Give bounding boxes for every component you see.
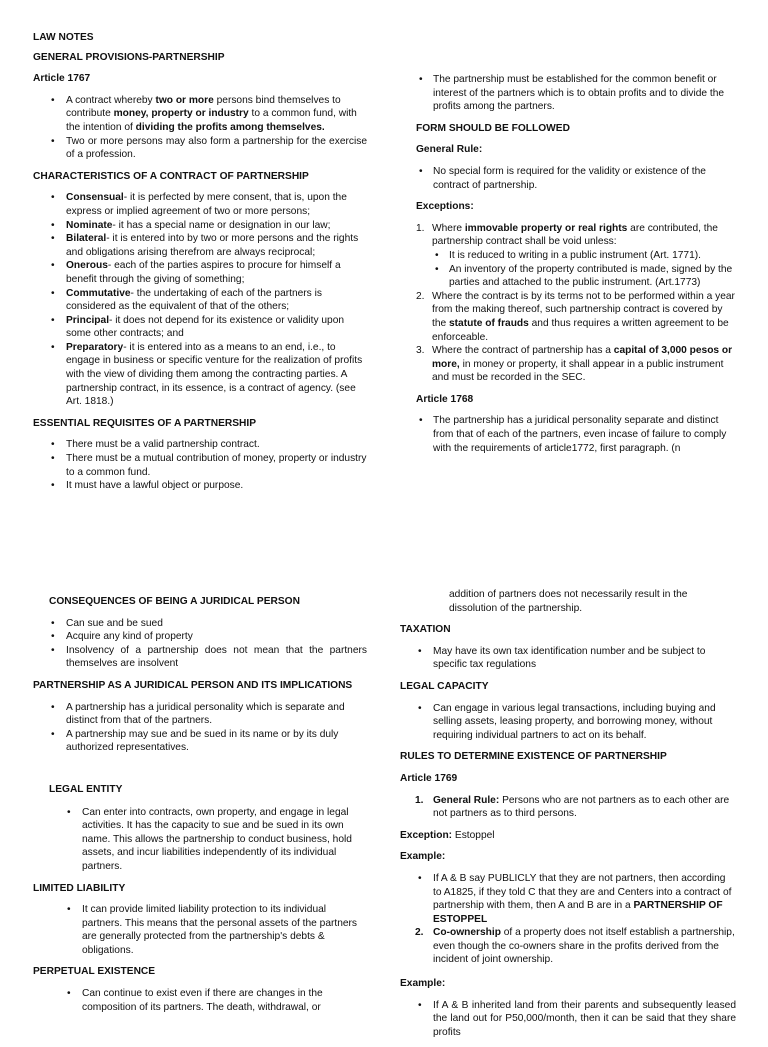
- section-heading-taxation: TAXATION: [400, 624, 451, 636]
- essentials-list: [33, 438, 367, 492]
- list-item: • There must be a mutual contribution of money, property or industry to a common fund.: [33, 452, 367, 479]
- legal-capacity-list: [400, 702, 736, 743]
- section-heading-implications: PARTNERSHIP AS A JURIDICAL PERSON AND ITS IMPLICATIONS: [33, 679, 353, 691]
- list-item: 2. Where the contract is by its terms not to be performed within a year from the making thereof, such partnership contract is covered by the statute of frauds and thus requires a written agreement to be enforceable.: [416, 290, 735, 343]
- column-bottom-left: [33, 595, 367, 1022]
- list-item: • A contract whereby two or more persons bind themselves to contribute money, property or industry to a common fund, with the intention of dividing the profits among themselves.: [33, 94, 367, 135]
- exceptions-label: Exceptions:: [416, 201, 474, 213]
- section-heading-form: FORM SHOULD BE FOLLOWED: [416, 122, 570, 134]
- perpetual-existence-list: [33, 987, 367, 1014]
- section-heading-consequences: CONSEQUENCES OF BEING A JURIDICAL PERSON: [49, 596, 300, 607]
- characteristics-list: [33, 191, 367, 409]
- list-item: • An inventory of the property contributed is made, signed by the parties and attached to the public instrument. (Art.1773): [432, 263, 736, 290]
- list-item: • Acquire any kind of property: [33, 630, 367, 644]
- list-item: • If A & B inherited land from their parents and subsequently leased the land out for P50,000/month, then it can be said that they share profits: [400, 999, 736, 1040]
- section-heading-general-provisions: GENERAL PROVISIONS-PARTNERSHIP: [33, 51, 225, 63]
- list-item: • Can sue and be sued: [33, 617, 367, 631]
- list-item: • Insolvency of a partnership does not mean that the partners themselves are insolvent: [33, 644, 367, 671]
- section-heading-characteristics: CHARACTERISTICS OF A CONTRACT OF PARTNERSHIP: [33, 170, 309, 182]
- continuation-text: addition of partners does not necessarily result in the dissolution of the partnership.: [449, 589, 688, 614]
- article-1767-heading: Article 1767: [33, 73, 91, 85]
- list-item: • It must have a lawful object or purpose.: [33, 479, 367, 493]
- list-item: • It can provide limited liability protection to its individual partners. This means that the personal assets of the partners are generally protected from the partnership's debts & obligations.: [33, 903, 367, 957]
- list-item: • Principal- it does not depend for its existence or validity upon some other contracts; and: [33, 314, 367, 341]
- general-rule-label: General Rule:: [416, 144, 483, 156]
- list-item: • The partnership must be established for the common benefit or interest of the partners which is to obtain profits and to divide the profits among the partners.: [416, 73, 736, 114]
- list-item: • Bilateral- it is entered into by two or more persons and the rights and obligations arising therefrom are always reciprocal;: [33, 232, 367, 259]
- list-item: 1. Where immovable property or real rights are contributed, the partnership contract shall be void unless: • It is reduced to writing in a public instrument (Art. 1771). • An inventory of the property contributed is made, signed by the parties and attached to the public instrument. (Art.1773): [416, 222, 736, 290]
- section-heading-legal-capacity: LEGAL CAPACITY: [400, 680, 489, 692]
- section-heading-legal-entity: LEGAL ENTITY: [49, 783, 123, 795]
- list-item: • The partnership has a juridical personality separate and distinct from that of each of the partners, even incase of failure to comply with the requirements of article1772, first paragraph. (n: [416, 414, 736, 455]
- list-item: • It is reduced to writing in a public instrument (Art. 1771).: [432, 249, 736, 263]
- section-heading-limited-liability: LIMITED LIABILITY: [33, 882, 126, 894]
- rules-list-1: [400, 794, 736, 821]
- legal-entity-list: [33, 806, 367, 874]
- exception-line: Exception: Estoppel: [400, 829, 495, 841]
- section-heading-perpetual-existence: PERPETUAL EXISTENCE: [33, 966, 156, 978]
- list-item: • A partnership has a juridical personality which is separate and distinct from that of the partners.: [33, 701, 367, 728]
- doc-title: LAW NOTES: [33, 32, 94, 43]
- list-item: • Preparatory- it is entered into as a means to an end, i.e., to engage in business or specific venture for the realization of profits with the view of dividing them among the contracting parties. A partnership contract, in its essence, is a contract of agency. (see Art. 1818.): [33, 341, 367, 409]
- list-item: • There must be a valid partnership contract.: [33, 438, 367, 452]
- list-item: • Can enter into contracts, own property, and engage in legal activities. It has the capacity to sue and be sued in its own name. This allows the partnership to conduct business, hold assets, and incur liabilities independently of its individual partners.: [33, 806, 367, 874]
- list-item: • May have its own tax identification number and be subject to specific tax regulations: [400, 645, 736, 672]
- limited-liability-list: [33, 903, 367, 957]
- general-rule-list: [416, 165, 736, 192]
- article-1767-list: [33, 94, 367, 162]
- example-label: Example:: [400, 851, 446, 863]
- example-list-1: [400, 872, 736, 926]
- list-item: • No special form is required for the validity or existence of the contract of partnership.: [416, 165, 736, 192]
- article-1769-heading: Article 1769: [400, 772, 458, 784]
- implications-list: [33, 701, 367, 755]
- list-item: 2. Co-ownership of a property does not itself establish a partnership, even though the co-owners share in the profits derived from the incident of joint ownership.: [415, 927, 735, 966]
- article-1768-list: [416, 414, 736, 455]
- section-heading-rules: RULES TO DETERMINE EXISTENCE OF PARTNERSHIP: [400, 751, 667, 763]
- section-heading-essential-requisites: ESSENTIAL REQUISITES OF A PARTNERSHIP: [33, 417, 257, 429]
- consequences-list: [33, 617, 367, 671]
- column-top-right: [416, 73, 736, 455]
- column-top-left: [33, 31, 367, 501]
- list-item: 3. Where the contract of partnership has a capital of 3,000 pesos or more, in money or property, it shall appear in a public instrument and must be recorded in the SEC.: [416, 345, 733, 384]
- list-item: • Commutative- the undertaking of each of the partners is considered as the equivalent of that of the others;: [33, 287, 367, 314]
- list-item: • Can continue to exist even if there are changes in the composition of its partners. The death, withdrawal, or: [33, 987, 367, 1014]
- list-item: • A partnership may sue and be sued in its name or by its duly authorized representatives.: [33, 728, 367, 755]
- list-item: • Consensual- it is perfected by mere consent, that is, upon the express or implied agreement of two or more persons;: [33, 191, 367, 218]
- article-1768-heading: Article 1768: [416, 393, 474, 405]
- list-item: • If A & B say PUBLICLY that they are not partners, then according to A1825, if they told C that they are and Centers into a contract of partnership with them, then A and B are in a PARTNERSHIP OF ESTOPPEL: [400, 872, 736, 926]
- rules-list-2: [400, 926, 736, 967]
- example-list-2: [400, 999, 736, 1040]
- exception-sublist: [432, 249, 736, 290]
- exceptions-list: [416, 222, 736, 385]
- column-bottom-right: [400, 588, 736, 1047]
- list-item: • Nominate- it has a special name or designation in our law;: [33, 219, 367, 233]
- continuation-list: [416, 73, 736, 114]
- list-item: • Can engage in various legal transactions, including buying and selling assets, leasing property, and borrowing money, without requiring individual partners to act on its behalf.: [400, 702, 736, 743]
- list-item: • Onerous- each of the parties aspires to procure for himself a benefit through the giving of something;: [33, 259, 367, 286]
- list-item: 1. General Rule: Persons who are not partners as to each other are not partners as to third persons.: [415, 794, 730, 820]
- taxation-list: [400, 645, 736, 672]
- example-label: Example:: [400, 978, 446, 990]
- list-item: • Two or more persons may also form a partnership for the exercise of a profession.: [33, 135, 367, 162]
